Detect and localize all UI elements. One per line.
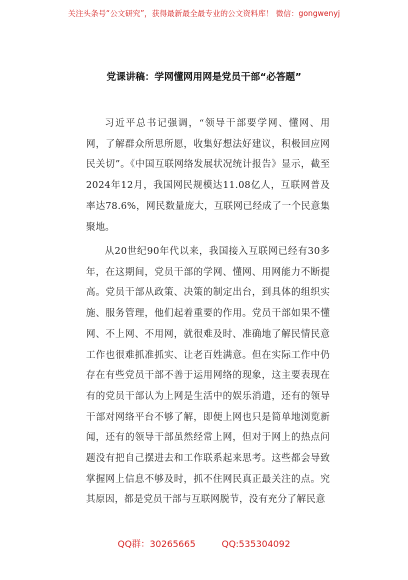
paragraph-2: 从20世纪90年代以来，我国接入互联网已经有30多年，在这期间，党员干部的学网、懂网、用网能力不断提高。党员干部从政策、决策的制定出台，到具体的组织实施、服务管理，他们起着重要的作用。党员干部如果不懂网、不上网、不用网，就很难及时、准确地了解民情民意工作也很难抓准抓实、让老百姓满意。但在实际工作中仍存在有些党员干部不善于运用网络的现象，这主要表现在有的党员干部认为上网是生活中的娱乐消遣，还有的领导干部对网络平台不够了解，即便上网也只是简单地浏览新闻，还有的领导干部虽然经常上网，但对于网上的热点问题没有把自己摆进去和工作联系起来思考。这些都会导致掌握网上信息不够及时，抓不住网民真正最关注的点。究其原因，都是党员干部与互联网脱节，没有充分了解民意 [86, 246, 330, 506]
footer-contact [0, 537, 408, 550]
paragraph-1: 习近平总书记强调，“领导干部要学网、懂网、用网，了解群众所思所愿，收集好想法好建议，积极回应网民关切”。《中国互联网络发展状况统计报告》显示，截至2024年12月，我国网民规模达11.08亿人，互联网普及率达78.6%，网民数量庞大，互联网已经成了一个民意集聚地。 [86, 118, 330, 233]
header-banner: 关注头条号“公文研究”，获得最新最全最专业的公文资料库！ 微信：gongwenyj [68, 9, 340, 18]
footer-qq-group: QQ群：30265665 [117, 540, 196, 550]
document-title: 党课讲稿：学网懂网用网是党员干部“必答题” [106, 72, 302, 83]
footer-qq-number: QQ:535304092 [221, 540, 291, 550]
